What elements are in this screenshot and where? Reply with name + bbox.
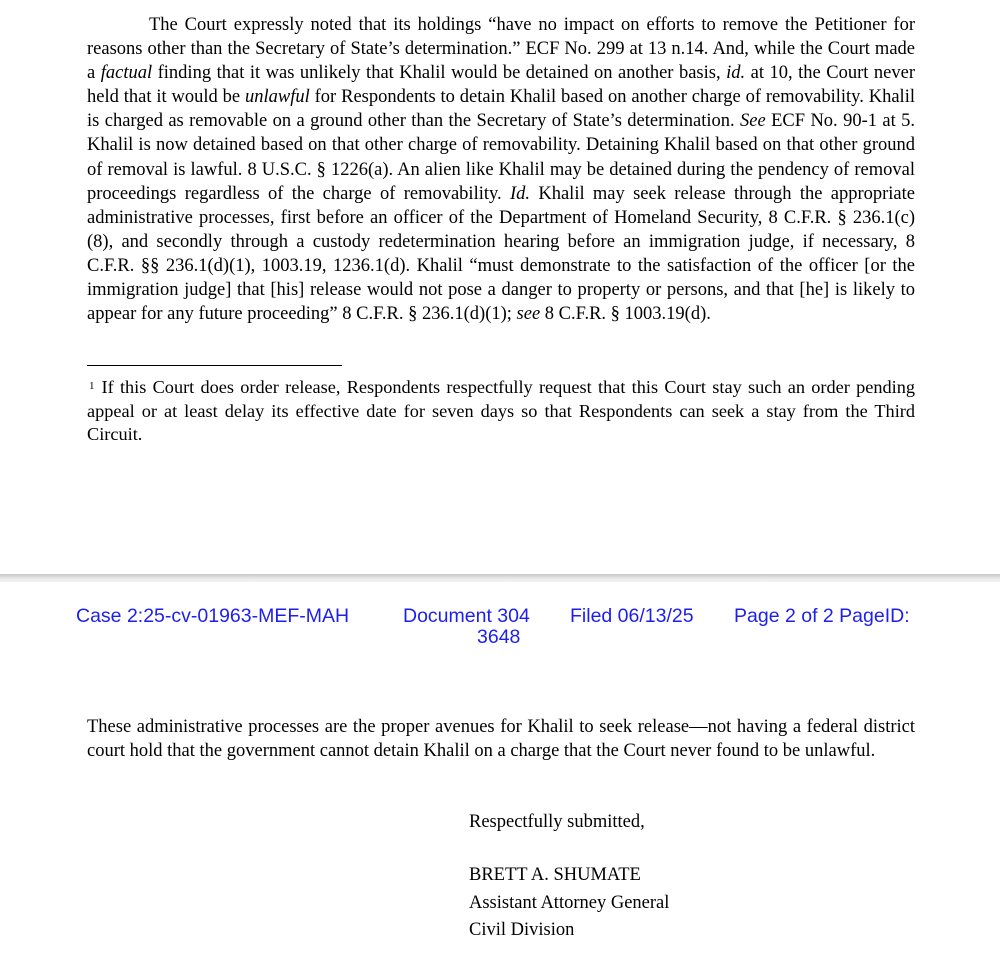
paragraph-text: ECF No. 90-1 at 5. Khalil is now detained based on that other charge of removability. Detaining Khalil based on that other ground of removal is lawful. 8 U.S.C. § 1226(a). An alien like Khalil may be detained during the pendency of removal proceedings regardless of the charge of removability. <box>87 111 915 204</box>
case-number: Case 2:25-cv-01963-MEF-MAH <box>76 605 350 627</box>
italic-factual: factual <box>100 63 153 84</box>
paragraph-text: for Respondents to detain Khalil based on another charge of removability. Khalil is charged as removable on a ground other than the Secretary of State’s determination. <box>87 87 915 132</box>
paragraph-text: The Court expressly noted that its holdings “have no impact on efforts to remove the Petitioner for reasons other than the Secretary of State’s determination.” ECF No. 299 at 13 n.14. And, while the Court made a <box>87 15 915 84</box>
italic-unlawful: unlawful <box>245 87 310 108</box>
body-paragraph-1 <box>87 13 915 326</box>
page-break <box>0 574 1000 582</box>
paragraph-text: 8 C.F.R. § 1003.19(d). <box>540 304 711 325</box>
signature-closing: Respectfully submitted, <box>469 812 645 832</box>
footnote-marker: 1 <box>89 380 95 392</box>
document-number: Document 304 <box>403 605 530 627</box>
paragraph-text: at 10, the Court never held that it would be <box>87 63 915 108</box>
footnote-separator <box>87 365 342 366</box>
signatory-name: BRETT A. SHUMATE <box>469 865 641 885</box>
italic-id-citation: Id. <box>509 183 531 204</box>
page-id: 3648 <box>477 626 521 648</box>
paragraph-text: finding that it was unlikely that Khalil would be detained on another basis, <box>152 63 727 84</box>
body-paragraph-2: These administrative processes are the proper avenues for Khalil to seek release—not having a federal district court hold that the government cannot detain Khalil on a charge that the Court never found to be unlawful. <box>87 717 915 762</box>
page-count: Page 2 of 2 PageID: <box>734 605 910 627</box>
footnote <box>87 376 915 447</box>
paragraph-text: Khalil may seek release through the appropriate administrative processes, first before an officer of the Department of Homeland Security, 8 C.F.R. § 236.1(c)(8), and secondly through a custody redetermination hearing before an immigration judge, if necessary, 8 C.F.R. §§ 236.1(d)(1), 1003.19, 1236.1(d). Khalil “must demonstrate to the satisfaction of the officer [or the immigration judge] that [his] release would not pose a danger to property or persons, and that [he] is likely to appear for any future proceeding” 8 C.F.R. § 236.1(d)(1); <box>87 183 915 325</box>
italic-see-signal: see <box>516 304 541 325</box>
italic-see-signal: See <box>740 111 766 132</box>
signatory-title: Assistant Attorney General <box>469 893 670 913</box>
footnote-text: If this Court does order release, Respondents respectfully request that this Court stay such an order pending appeal or at least delay its effective date for seven days so that Respondents can seek a stay from the Third Circuit. <box>87 377 915 445</box>
italic-id-citation: id. <box>726 63 746 84</box>
signatory-division: Civil Division <box>469 920 575 940</box>
filed-date: Filed 06/13/25 <box>570 605 694 627</box>
